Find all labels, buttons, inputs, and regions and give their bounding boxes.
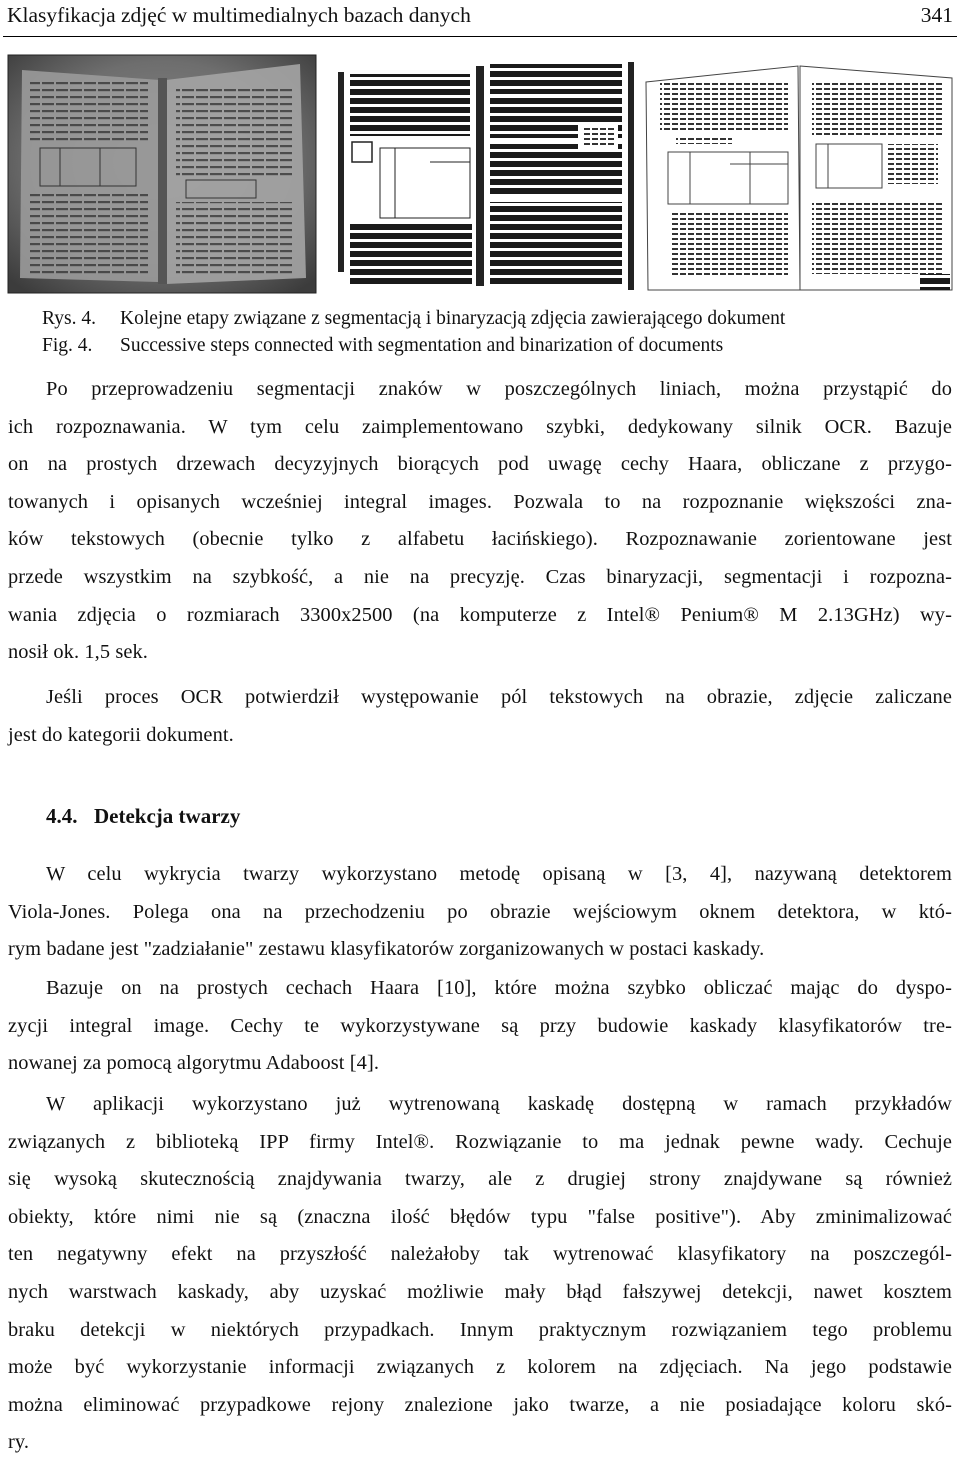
caption-text-en: Successive steps connected with segmentation and binarization of documents xyxy=(120,335,724,356)
caption-label-pl: Rys. 4. xyxy=(42,308,96,329)
text-line: przede wszystkim na szybkość, a nie na precyzję. Czas binaryzacji, segmentacji i rozpozna- xyxy=(8,565,952,588)
text-line: braku detekcji w niektórych przypadkach. Innym praktycznym rozwiązaniem tego problemu xyxy=(8,1318,952,1341)
paragraph-ocr xyxy=(8,371,952,672)
paragraph-document-category xyxy=(8,679,952,754)
text-line: obiekty, które nimi nie są (znaczna ilość błędów typu "false positive"). Aby zminimalizować xyxy=(8,1205,952,1228)
text-line: ten negatywny efekt na przyszłość należałoby tak wytrenować klasyfikatory na poszczegól- xyxy=(8,1243,952,1266)
section-title: Detekcja twarzy xyxy=(94,804,241,828)
text-line: Bazuje on na prostych cechach Haara [10], które można szybko obliczać mając do dyspo- xyxy=(46,977,952,999)
text-line: rym badane jest "zadziałanie" zestawu klasyfikatorów zorganizowanych w postaci kaskady. xyxy=(8,938,765,961)
text-line: się wysoką skutecznością znajdywania twarzy, ale z drugiej strony znajdywane są również xyxy=(8,1168,952,1191)
text-line: związanych z biblioteką IPP firmy Intel®. Rozwiązanie to ma jednak pewne wady. Cechuje xyxy=(8,1130,952,1153)
text-line: wania zdjęcia o rozmiarach 3300x2500 (na komputerze z Intel® Penium® M 2.13GHz) wy- xyxy=(8,603,952,626)
paragraph-application xyxy=(8,1086,952,1462)
text-line: towanych i opisanych wcześniej integral images. Pozwala to na rozpoznanie większości zna- xyxy=(8,490,952,513)
section-heading xyxy=(46,802,240,830)
text-line: zycji integral image. Cechy te wykorzystywane są przy budowie kaskady klasyfikatorów tre- xyxy=(8,1014,952,1037)
section-number: 4.4. xyxy=(46,804,78,828)
running-header-title: Klasyfikacja zdjęć w multimedialnych bazach danych xyxy=(7,3,471,27)
text-line: Jeśli proces OCR potwierdził występowanie pól tekstowych na obrazie, zdjęcie zaliczane xyxy=(46,686,952,708)
figure-caption-pl xyxy=(42,307,922,331)
text-line: można eliminować przypadkowe rejony znalezione jako twarze, a nie posiadające koloru skó- xyxy=(8,1393,952,1416)
text-line: nych warstwach kaskady, aby uzyskać możliwie mały błąd fałszywej detekcji, nawet kosztem xyxy=(8,1280,952,1303)
text-line: może być wykorzystanie informacji związanych z kolorem na zdjęciach. Na jego podstawie xyxy=(8,1356,952,1379)
paragraph-haar-features xyxy=(8,970,952,1083)
running-header xyxy=(3,0,957,37)
text-line: ich rozpoznawania. W tym celu zaimplementowano szybki, dedykowany silnik OCR. Bazuje xyxy=(8,415,952,438)
binarized-panel xyxy=(642,55,956,293)
text-line: nowanej za pomocą algorytmu Adaboost [4]. xyxy=(8,1052,380,1075)
text-line: jest do kategorii dokument. xyxy=(8,723,234,746)
text-line: nosił ok. 1,5 sek. xyxy=(8,641,149,664)
text-line: W aplikacji wykorzystano już wytrenowaną kaskadę dostępną w ramach przykładów xyxy=(46,1093,952,1115)
figure-caption-en xyxy=(42,334,922,358)
caption-label-en: Fig. 4. xyxy=(42,335,93,356)
text-line: ry. xyxy=(8,1431,30,1454)
page-number: 341 xyxy=(920,3,953,27)
segmented-panel xyxy=(330,55,634,293)
text-line: on na prostych drzewach decyzyjnych biorących pod uwagę cechy Haara, obliczane z przygo- xyxy=(8,453,952,476)
photo-panel xyxy=(8,55,316,293)
text-line: ków tekstowych (obecnie tylko z alfabetu łacińskiego). Rozpoznawanie zorientowane jest xyxy=(8,528,952,551)
text-line: Po przeprowadzeniu segmentacji znaków w poszczególnych liniach, można przystąpić do xyxy=(46,378,952,400)
paragraph-viola-jones xyxy=(8,856,952,969)
text-line: Viola-Jones. Polega ona na przechodzeniu po obrazie wejściowym oknem detektora, w któ- xyxy=(8,900,952,923)
text-line: W celu wykrycia twarzy wykorzystano metodę opisaną w [3, 4], nazywaną detektorem xyxy=(46,863,952,885)
caption-text-pl: Kolejne etapy związane z segmentacją i binaryzacją zdjęcia zawierającego dokument xyxy=(120,308,786,329)
figure-segmentation-steps xyxy=(0,52,960,297)
